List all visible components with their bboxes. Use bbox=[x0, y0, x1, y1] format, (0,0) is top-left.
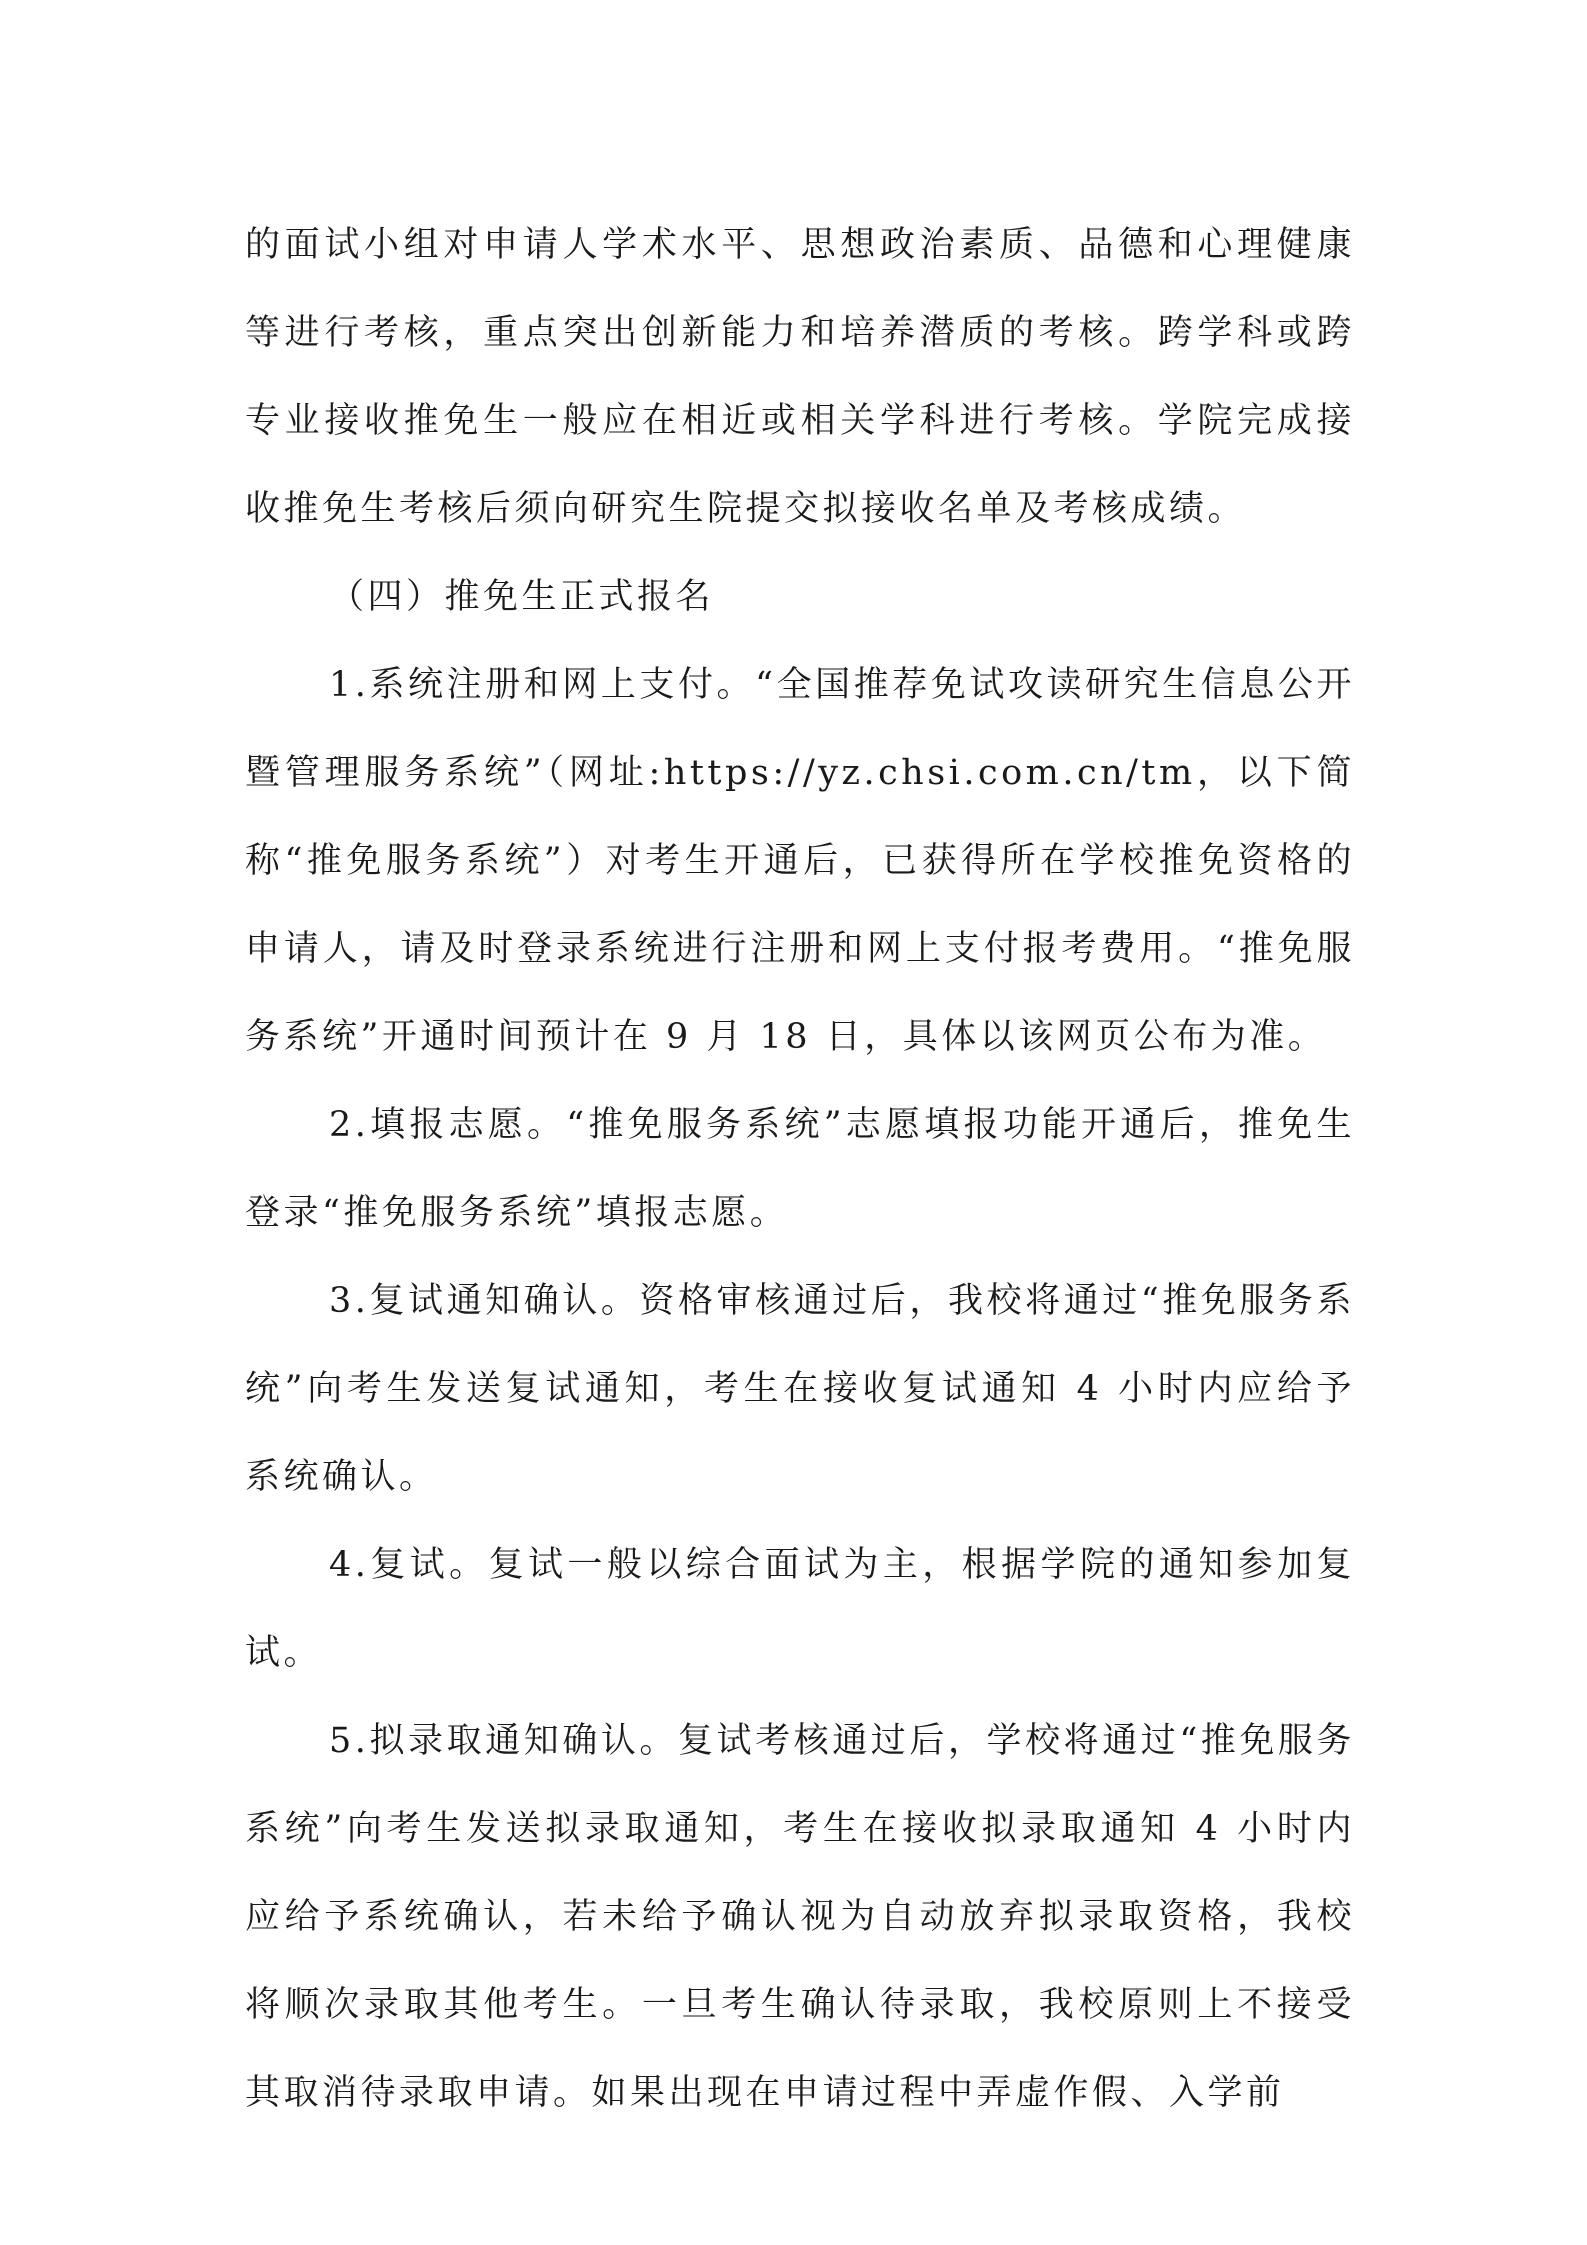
paragraph-item-2: 2.填报志愿。“推免服务系统”志愿填报功能开通后，推免生登录“推免服务系统”填报志愿。 bbox=[245, 1105, 1355, 1233]
paragraph-item-5: 5.拟录取通知确认。复试考核通过后，学校将通过“推免服务系统”向考生发送拟录取通知，考生在接收拟录取通知 4 小时内应给予系统确认，若未给予确认视为自动放弃拟录取资格，我校将顺次录取其他考生。一旦考生确认待录取，我校原则上不接受其取消待录取申请。如果出现在申请过程中弄虚作假、入学前 bbox=[245, 1721, 1355, 2113]
document-body bbox=[245, 201, 1355, 2137]
section-heading-4: （四）推免生正式报名 bbox=[329, 577, 715, 617]
paragraph-item-1: 1.系统注册和网上支付。“全国推荐免试攻读研究生信息公开暨管理服务系统”（网址:https://yz.chsi.com.cn/tm，以下简称“推免服务系统”）对考生开通后，已获得所在学校推免资格的申请人，请及时登录系统进行注册和网上支付报考费用。“推免服务系统”开通时间预计在 9 月 18 日，具体以该网页公布为准。 bbox=[245, 665, 1355, 1057]
paragraph-item-4: 4.复试。复试一般以综合面试为主，根据学院的通知参加复试。 bbox=[245, 1545, 1355, 1673]
paragraph-item-3: 3.复试通知确认。资格审核通过后，我校将通过“推免服务系统”向考生发送复试通知，考生在接收复试通知 4 小时内应给予系统确认。 bbox=[245, 1281, 1355, 1497]
paragraph-interview: 的面试小组对申请人学术水平、思想政治素质、品德和心理健康等进行考核，重点突出创新能力和培养潜质的考核。跨学科或跨专业接收推免生一般应在相近或相关学科进行考核。学院完成接收推免生考核后须向研究生院提交拟接收名单及考核成绩。 bbox=[245, 225, 1355, 529]
